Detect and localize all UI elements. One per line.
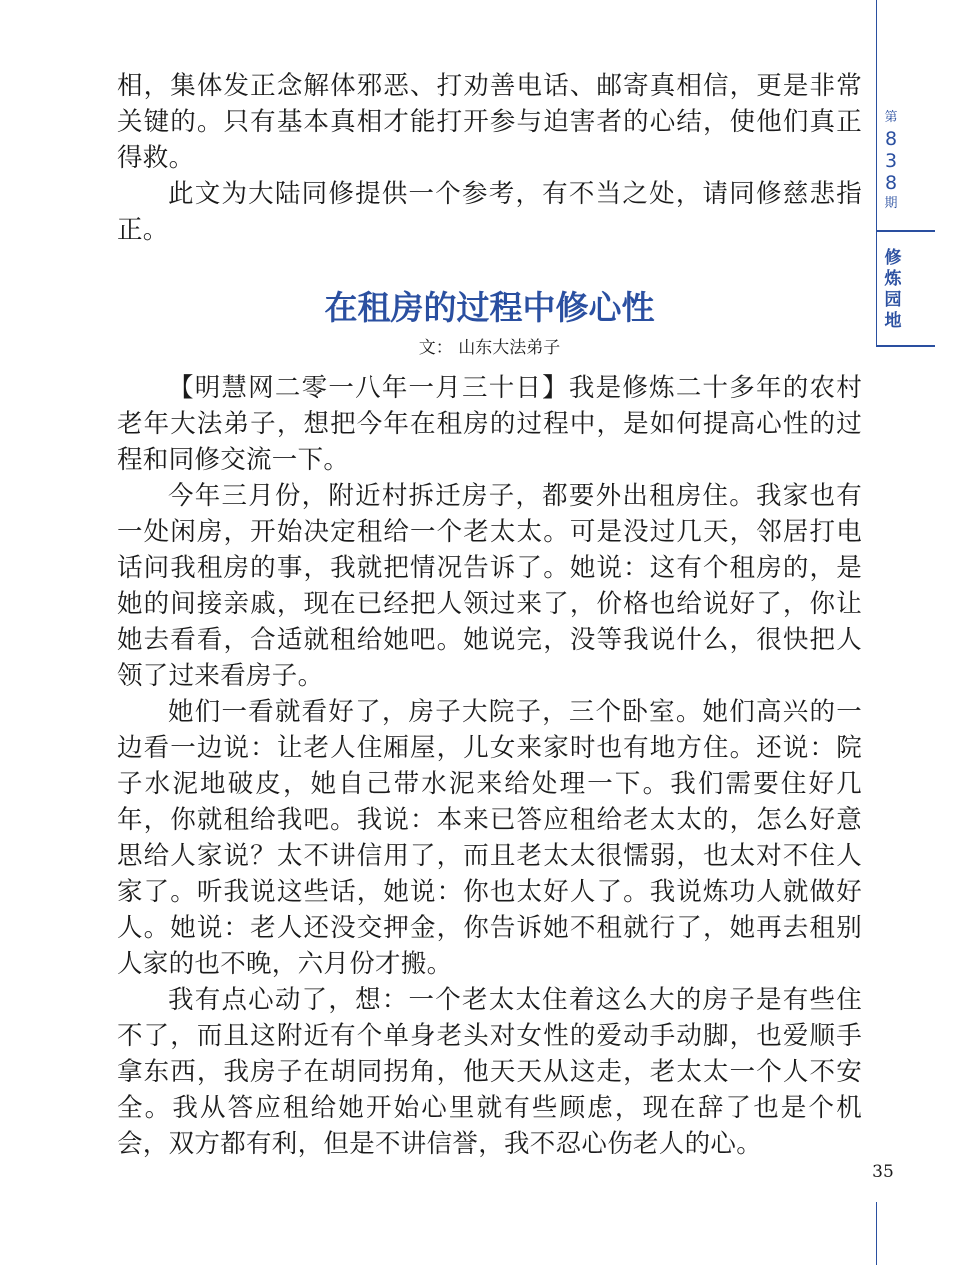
- article-paragraph-3: 她们一看就看好了，房子大院子，三个卧室。她们高兴的一边看一边说：让老人住厢屋，儿女来家时也有地方住。还说：院子水泥地破皮，她自己带水泥来给处理一下。我们需要住好几年，你就租给我吧。我说：本来已答应租给老太太的，怎么好意思给人家说？太不讲信用了，而且老太太很懦弱，也太对不住人家了。听我说这些话，她说：你也太好人了。我说炼功人就做好人。她说：老人还没交押金，你告诉她不租就行了，她再去租别人家的也不晚，六月份才搬。: [117, 697, 862, 979]
- article-paragraph-2: 今年三月份，附近村拆迁房子，都要外出租房住。我家也有一处闲房，开始决定租给一个老太太。可是没过几天，邻居打电话问我租房的事，我就把情况告诉了。她说：这有个租房的，是她的间接亲戚，现在已经把人领过来了，价格也给说好了，你让她去看看，合适就租给她吧。她说完，没等我说什么，很快把人领了过来看房子。: [117, 481, 862, 691]
- issue-digit: 8: [884, 172, 898, 194]
- section-char: 园: [884, 290, 902, 310]
- article-paragraph-1: 【明慧网二零一八年一月三十日】我是修炼二十多年的农村老年大法弟子，想把今年在租房的过程中，是如何提高心性的过程和同修交流一下。: [117, 373, 862, 475]
- margin-divider-1: [876, 230, 935, 232]
- section-char: 炼: [884, 269, 902, 289]
- section-char: 地: [884, 311, 902, 331]
- prev-article-paragraph-2: 此文为大陆同修提供一个参考，有不当之处，请同修慈悲指正。: [117, 179, 862, 245]
- page-number: 35: [872, 1162, 894, 1182]
- article-paragraph-4: 我有点心动了，想：一个老太太住着这么大的房子是有些住不了，而且这附近有个单身老头对女性的爱动手动脚，也爱顺手拿东西，我房子在胡同拐角，他天天从这走，老太太一个人不安全。我从答应租给她开始心里就有些顾虑，现在辞了也是个机会，双方都有利，但是不讲信誉，我不忍心伤老人的心。: [117, 985, 862, 1159]
- margin-vertical-rule-bottom: [876, 1202, 877, 1265]
- section-label: [880, 248, 906, 332]
- prev-article-paragraph-1: 相，集体发正念解体邪恶、打劝善电话、邮寄真相信，更是非常关键的。只有基本真相才能打开参与迫害者的心结，使他们真正得救。: [117, 71, 862, 173]
- section-char: 修: [884, 248, 902, 268]
- main-text-column: [117, 68, 862, 1162]
- article-byline: 文： 山东大法弟子: [418, 338, 561, 358]
- issue-label: [877, 108, 905, 214]
- margin-divider-2: [876, 345, 935, 347]
- issue-suffix: 期: [884, 196, 898, 211]
- issue-prefix: 第: [884, 110, 898, 125]
- issue-digit: 3: [884, 150, 898, 172]
- issue-digit: 8: [884, 128, 898, 150]
- article-title: 在租房的过程中修心性: [324, 288, 655, 327]
